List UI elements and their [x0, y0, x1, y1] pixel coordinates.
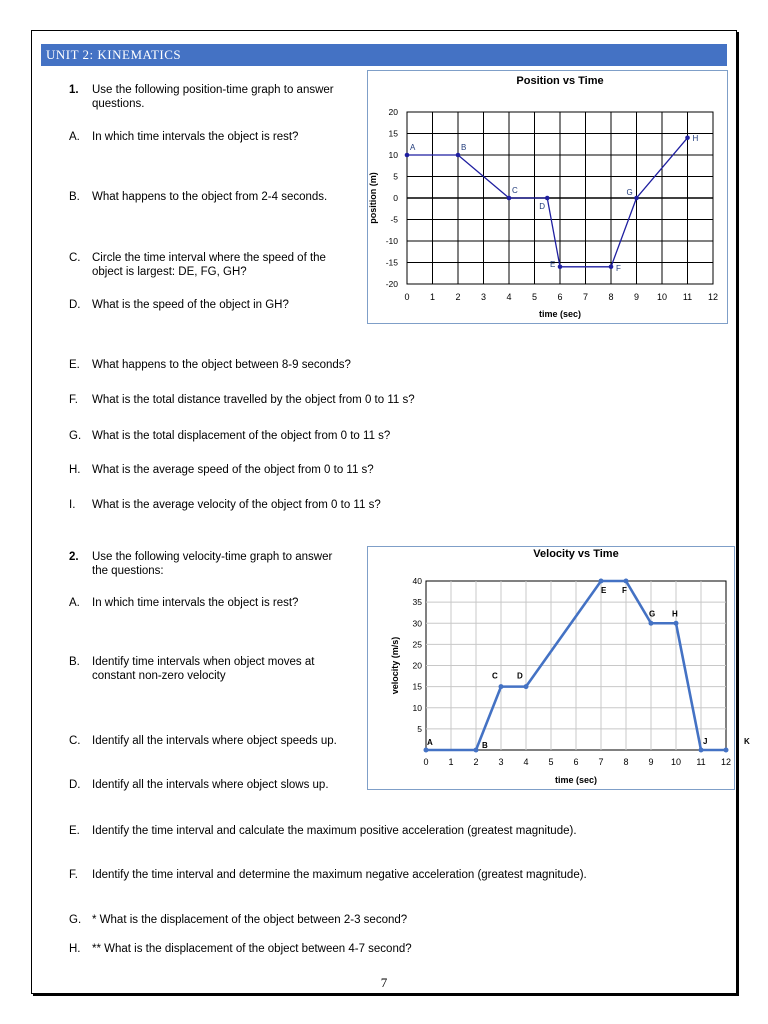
- y-tick-label: -10: [385, 236, 398, 246]
- point-label-b: B: [482, 741, 488, 750]
- x-tick-label: 12: [720, 757, 732, 767]
- x-tick-label: 6: [573, 757, 579, 767]
- point-label-h: H: [692, 133, 699, 143]
- point-label-f: F: [616, 263, 621, 273]
- section2-intro-line1: Use the following velocity-time graph to answer: [92, 551, 333, 563]
- point-label-c: C: [492, 671, 498, 681]
- question-label: G.: [69, 430, 82, 442]
- data-point-e: [558, 265, 563, 270]
- x-tick-label: 8: [623, 757, 629, 767]
- question-line: object is largest: DE, FG, GH?: [92, 266, 247, 278]
- question-line: Identify all the intervals where object speeds up.: [92, 735, 337, 747]
- y-tick-label: 10: [412, 702, 422, 713]
- question-text: [92, 498, 381, 512]
- x-tick-label: 11: [696, 757, 706, 767]
- x-tick-label: 4: [506, 292, 512, 302]
- question-label: G.: [69, 914, 82, 926]
- data-point-d: [524, 684, 529, 689]
- question-line: What is the average velocity of the object from 0 to 11 s?: [92, 499, 381, 511]
- y-tick-label: 30: [412, 618, 422, 629]
- point-label-e: E: [601, 586, 607, 595]
- question-text: [92, 868, 587, 882]
- data-point-c: [507, 196, 512, 201]
- y-tick-label: 0: [393, 193, 398, 203]
- question-label: B.: [69, 191, 80, 203]
- point-label-h: H: [672, 609, 678, 619]
- y-tick-label: -15: [385, 257, 398, 268]
- question-line: constant non-zero velocity: [92, 670, 226, 682]
- question-line: What is the speed of the object in GH?: [92, 299, 289, 311]
- question-text: [92, 596, 298, 610]
- question-line: In which time intervals the object is rest?: [92, 131, 299, 143]
- section2-intro-line2: the questions:: [92, 565, 164, 577]
- question-text: [92, 298, 289, 312]
- data-point-g: [634, 196, 639, 201]
- question-text: [92, 190, 327, 204]
- point-label-d: D: [539, 202, 546, 211]
- y-tick-label: 15: [412, 681, 422, 692]
- x-tick-label: 11: [682, 292, 693, 302]
- question-line: Identify time intervals when object moves at: [92, 656, 315, 668]
- question-label: F.: [69, 394, 78, 406]
- velocity-time-chart: [367, 546, 750, 790]
- x-tick-label: 8: [608, 292, 614, 302]
- data-point-c: [499, 684, 504, 689]
- question-text: [92, 429, 390, 443]
- y-tick-label: -5: [390, 214, 398, 225]
- data-point-h: [685, 136, 690, 141]
- y-tick-label: 35: [412, 597, 422, 608]
- data-point-j: [699, 748, 704, 753]
- data-point-k: [724, 748, 729, 753]
- question-label: B.: [69, 656, 80, 668]
- question-line: Circle the time interval where the speed of the: [92, 252, 326, 264]
- chart-title: Velocity vs Time: [533, 548, 619, 560]
- point-label-k: K: [744, 737, 750, 746]
- data-point-d: [545, 196, 550, 201]
- section1-intro-line2: questions.: [92, 98, 145, 110]
- point-label-b: B: [461, 143, 467, 152]
- x-tick-label: 2: [473, 757, 479, 767]
- x-axis-label: time (sec): [538, 309, 582, 319]
- question-text: [92, 463, 374, 477]
- y-tick-label: 15: [388, 128, 398, 139]
- point-label-c: C: [512, 186, 518, 195]
- question-line: What happens to the object from 2-4 seconds.: [92, 191, 328, 203]
- question-text: [92, 824, 577, 838]
- x-tick-label: 5: [531, 292, 538, 302]
- point-label-a: A: [410, 143, 416, 152]
- question-line: What happens to the object between 8-9 seconds?: [92, 359, 351, 371]
- question-label: I.: [69, 499, 76, 511]
- question-line: In which time intervals the object is rest?: [92, 597, 299, 609]
- question-label: E.: [69, 359, 80, 371]
- question-label: E.: [69, 825, 80, 837]
- point-label-a: A: [427, 738, 433, 747]
- question-label: C.: [69, 252, 81, 264]
- question-label: F.: [69, 869, 78, 881]
- unit-title-bar: UNIT 2: KINEMATICS: [41, 44, 727, 66]
- question-text: [92, 358, 351, 372]
- x-tick-label: 3: [498, 757, 504, 767]
- question-label: A.: [69, 131, 80, 143]
- chart-title: Position vs Time: [516, 75, 604, 87]
- y-tick-label: 5: [393, 171, 398, 182]
- question-text: [92, 393, 415, 407]
- position-time-chart: [367, 70, 728, 324]
- question-label: H.: [69, 464, 81, 476]
- x-tick-label: 4: [523, 757, 529, 767]
- question-label: H.: [69, 943, 81, 955]
- y-tick-label: 25: [412, 639, 422, 650]
- question-line: * What is the displacement of the object between 2-3 second?: [92, 914, 408, 926]
- question-line: ** What is the displacement of the object between 4-7 second?: [92, 943, 412, 955]
- section1-intro-line1: Use the following position-time graph to answer: [92, 84, 334, 96]
- x-tick-label: 7: [582, 292, 589, 302]
- point-label-f: F: [622, 586, 627, 595]
- point-label-g: G: [649, 609, 656, 619]
- x-axis-label: time (sec): [554, 775, 598, 785]
- x-tick-label: 12: [707, 292, 719, 302]
- y-tick-label: 20: [412, 660, 422, 671]
- page-number: 7: [380, 975, 388, 990]
- point-label-j: J: [703, 737, 708, 746]
- data-point-g: [649, 621, 654, 626]
- question-text: [92, 734, 337, 748]
- section1-number: 1.: [69, 84, 79, 96]
- x-tick-label: 9: [648, 757, 654, 767]
- y-tick-label: 20: [388, 107, 398, 117]
- question-line: What is the total distance travelled by the object from 0 to 11 s?: [92, 394, 415, 406]
- x-tick-label: 0: [404, 292, 410, 302]
- x-tick-label: 10: [656, 292, 668, 302]
- x-tick-label: 0: [423, 757, 429, 767]
- question-text: [92, 913, 407, 927]
- point-label-g: G: [626, 188, 633, 197]
- question-text: [92, 655, 314, 683]
- question-text: [92, 251, 326, 279]
- data-point-h: [674, 621, 679, 626]
- data-point-a: [405, 153, 410, 158]
- x-tick-label: 1: [448, 757, 454, 767]
- x-tick-label: 5: [548, 757, 554, 767]
- data-point-a: [424, 748, 429, 753]
- question-text: [92, 778, 329, 792]
- data-point-f: [624, 579, 629, 584]
- velocity-time-chart-svg: [368, 547, 750, 789]
- data-point-b: [456, 153, 461, 158]
- x-tick-label: 7: [598, 757, 604, 767]
- data-point-e: [599, 579, 604, 584]
- question-text: [92, 942, 412, 956]
- y-axis-label: velocity (m/s): [390, 636, 400, 695]
- data-point-b: [474, 748, 479, 753]
- y-tick-label: -20: [385, 279, 398, 289]
- position-time-chart-svg: [368, 71, 727, 323]
- point-label-d: D: [517, 671, 523, 681]
- x-tick-label: 6: [557, 292, 563, 302]
- x-tick-label: 3: [480, 292, 487, 302]
- section2-intro-text: [92, 550, 332, 578]
- y-tick-label: 10: [388, 150, 398, 160]
- x-tick-label: 2: [455, 292, 461, 302]
- question-label: D.: [69, 779, 81, 791]
- question-label: A.: [69, 597, 80, 609]
- y-tick-label: 5: [417, 723, 422, 734]
- section2-number: 2.: [69, 551, 79, 563]
- question-line: What is the average speed of the object from 0 to 11 s?: [92, 464, 374, 476]
- question-label: D.: [69, 299, 81, 311]
- question-line: What is the total displacement of the object from 0 to 11 s?: [92, 430, 391, 442]
- y-axis-label: position (m): [368, 172, 378, 224]
- section1-intro-text: [92, 83, 334, 111]
- x-tick-label: 10: [670, 757, 682, 767]
- point-label-e: E: [550, 259, 556, 269]
- question-line: Identify the time interval and determine the maximum negative acceleration (greatest magnitude).: [92, 869, 587, 881]
- question-text: [92, 130, 298, 144]
- data-point-f: [609, 265, 614, 270]
- question-line: Identify the time interval and calculate the maximum positive acceleration (greatest magnitude).: [92, 825, 577, 837]
- question-line: Identify all the intervals where object slows up.: [92, 779, 329, 791]
- x-tick-label: 9: [633, 292, 640, 302]
- x-tick-label: 1: [429, 292, 436, 302]
- question-label: C.: [69, 735, 81, 747]
- y-tick-label: 40: [412, 576, 422, 586]
